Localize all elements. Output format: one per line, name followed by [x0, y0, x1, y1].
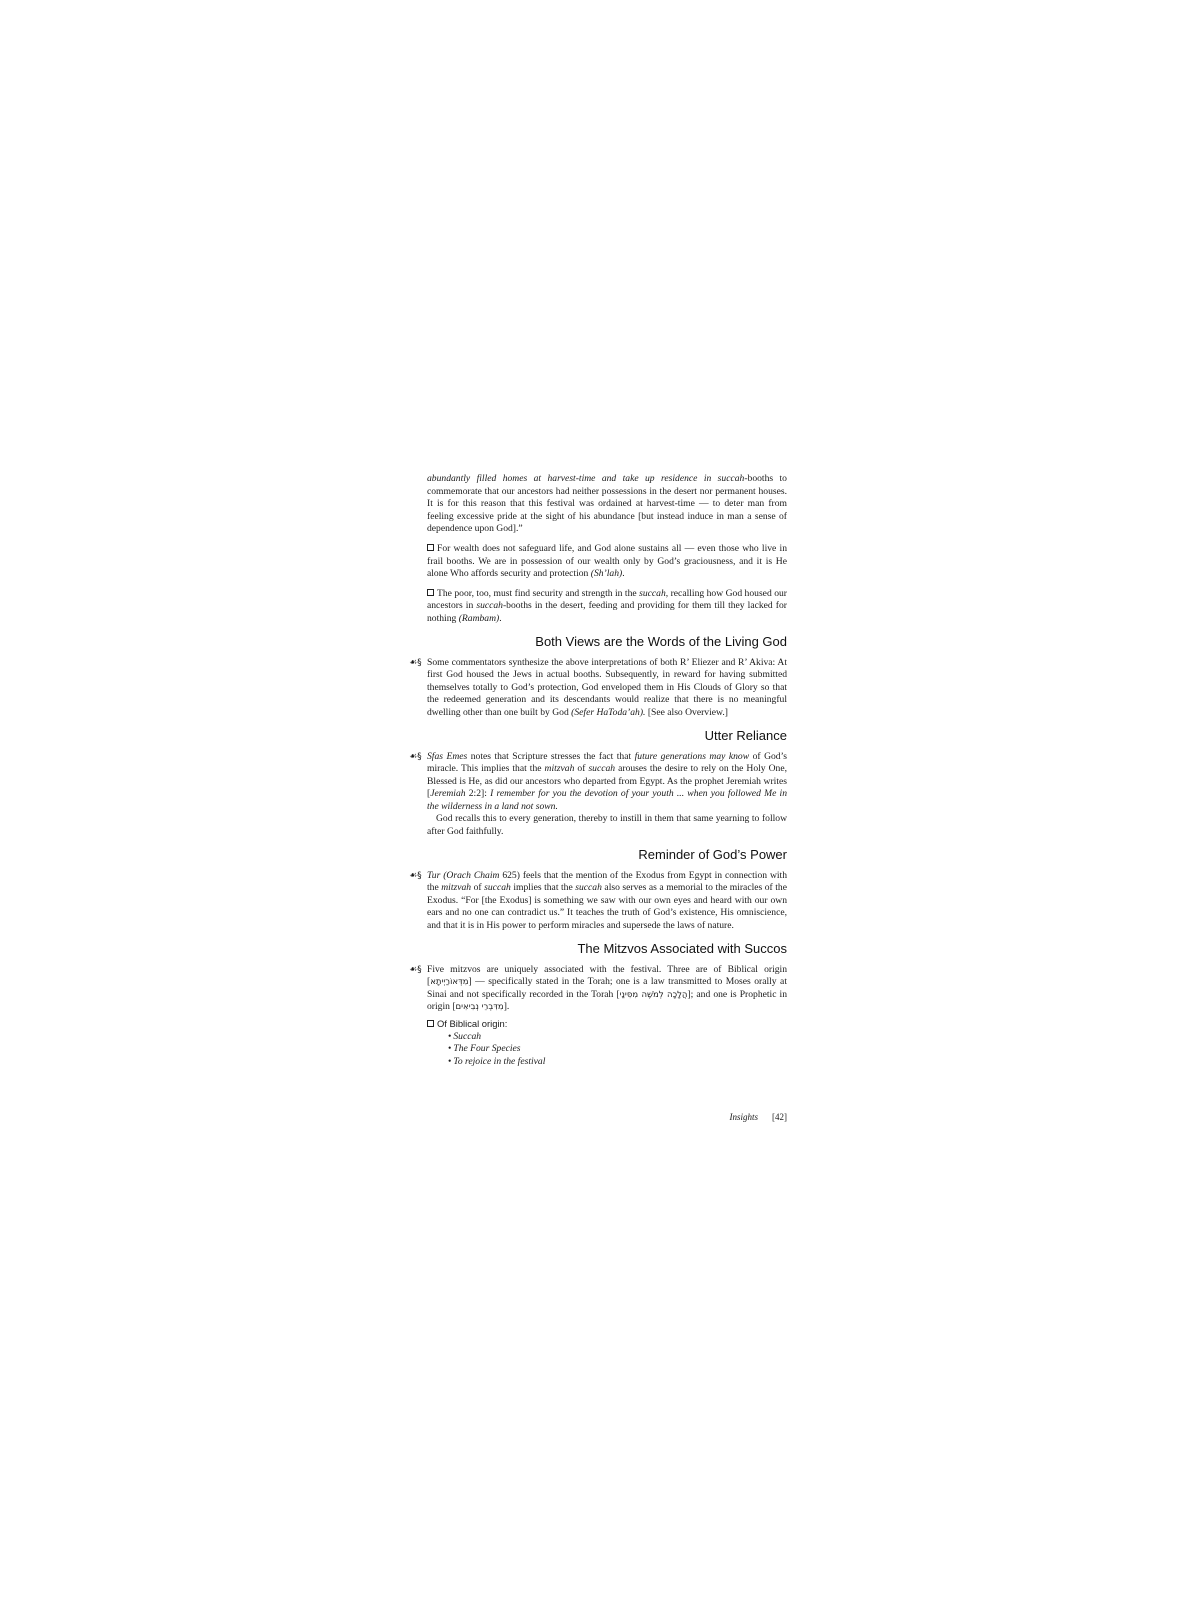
italic-span: (Rambam)	[458, 612, 500, 624]
checkbox-square-icon	[427, 1020, 434, 1027]
text-span: 2:2]:	[465, 788, 491, 800]
italic-span: succah	[588, 763, 616, 775]
italic-span: abundantly filled homes at harvest-time and take up residence in succah	[427, 473, 745, 484]
section-heading-reminder: Reminder of God’s Power	[638, 846, 787, 862]
list-item	[448, 1031, 787, 1044]
list-item	[448, 1043, 787, 1056]
text-span: of God’s miracle. This implies that the	[427, 750, 787, 775]
section-mark-icon: ☙§	[409, 964, 422, 975]
page-body	[409, 473, 788, 1068]
paragraph-3	[427, 588, 787, 626]
italic-span: I remember for you the devotion of your youth ... when you followed Me in the wilderness in a land not sown.	[427, 788, 787, 812]
paragraph-7	[409, 869, 788, 933]
list-item-label: The Four Species	[453, 1043, 521, 1055]
bullet-icon: •	[448, 1030, 452, 1042]
paragraph-6: God recalls this to every generation, thereby to instill in them that same yearning to follow after God faithfully.	[427, 813, 787, 838]
italic-span: succah	[484, 882, 511, 894]
bullet-icon: •	[448, 1055, 452, 1067]
text-span: -booths to commemorate that our ancestors had neither possessions in the desert nor permanent houses. It is for this reason that this festival was ordained at harvest-time — to deter man from feeling excessive pride at the sight of his abundance [but instead induce in man a sense of dependence upon God].”	[427, 473, 787, 535]
list-item-label: Succah	[453, 1030, 482, 1042]
section-heading-utter-reliance: Utter Reliance	[704, 727, 787, 743]
italic-span: succah	[476, 600, 503, 612]
list-heading	[427, 1018, 787, 1031]
section-mark-icon: ☙§	[409, 657, 422, 668]
checkbox-square-icon	[427, 589, 434, 596]
section-heading-both-views: Both Views are the Words of the Living God	[535, 633, 787, 649]
biblical-origin-list	[427, 1018, 787, 1068]
paragraph-1	[427, 473, 787, 536]
text-span: Some commentators synthesize the above interpretations of both R’ Eliezer and R’ Akiva: At first God housed the Jews in actual booths. Subsequently, in reward for having submitted themselves totally to God’s protection, God enveloped them in His Clouds of Glory so that the redeemed generation and its descendants would realize that there is no meaningful dwelling other than one built by God	[427, 656, 787, 718]
text-span: .	[622, 568, 625, 580]
bullet-icon: •	[448, 1043, 452, 1055]
italic-span: succah,	[639, 587, 669, 599]
section-mark-icon: ☙§	[409, 870, 422, 881]
footer-label: Insights	[729, 1112, 758, 1122]
italic-span: Sfas Emes	[427, 750, 468, 762]
hebrew-term: מִדִּבְרֵי נְבִיאִים	[455, 1002, 504, 1013]
text-span: Five mitzvos are uniquely associated with the festival. Three are of Biblical origin [	[427, 963, 787, 988]
list-item-label: To rejoice in the festival	[453, 1055, 546, 1067]
section-heading-mitzvos: The Mitzvos Associated with Succos	[577, 940, 787, 956]
list-item	[448, 1056, 787, 1069]
list-heading-label: Of Biblical origin:	[437, 1018, 508, 1029]
text-span: For wealth does not safeguard life, and God alone sustains all — even those who live in frail booths. We are in possession of our wealth only by God’s graciousness, and it is He alone Who affords security and protection	[427, 542, 787, 580]
italic-span: (Sh’lah)	[590, 568, 623, 580]
text-span: 625) feels that the mention of the Exodus from Egypt in connection with the	[427, 869, 788, 894]
italic-span: mitzvah	[544, 763, 575, 775]
text-span: ] — specifically stated in the Torah; one is a law transmitted to Moses orally at Sinai and not specifically recorded in the Torah [	[427, 976, 787, 1000]
text-span: of	[471, 882, 485, 894]
italic-span: future generations may know	[634, 750, 750, 762]
paragraph-4	[409, 656, 787, 720]
paragraph-8	[409, 963, 788, 1014]
text-span: [See also Overview.]	[645, 706, 728, 718]
text-span: also serves as a memorial to the miracles of the Exodus. “For [the Exodus] is something we saw with our own eyes and heard with our own ears and no one can contradict us.” It teaches the truth of God’s existence, His omniscience, and that it is in His power to perform miracles and supersede the laws of nature.	[427, 882, 787, 932]
hebrew-term: הֲלָכָה לְמֹשֶׁה מִסִּינַי	[619, 989, 688, 1000]
text-span: -booths in the desert, feeding and providing for them till they lacked for nothing	[427, 600, 787, 624]
text-span: ].	[503, 1001, 510, 1013]
page-number: [42]	[772, 1112, 787, 1122]
paragraph-5	[409, 750, 788, 814]
italic-span: Jeremiah	[430, 788, 466, 800]
hebrew-term: מִדְּאוֹרַיְיתָא	[430, 977, 469, 988]
text-span: recalling how God housed our ancestors in	[427, 587, 787, 612]
section-mark-icon: ☙§	[409, 751, 422, 762]
italic-span: (Sefer HaToda’ah).	[571, 706, 646, 718]
text-span: of	[574, 763, 589, 775]
italic-span: succah	[575, 882, 602, 894]
text-span: arouses the desire to rely on the Holy One, Blessed is He, as did our ancestors who departed from Egypt. As the prophet Jeremiah writes [	[427, 763, 788, 800]
text-span: ]; and one is Prophetic in origin [	[427, 988, 788, 1013]
paragraph-2	[427, 543, 787, 581]
italic-span: mitzvah	[441, 882, 472, 894]
text-span: implies that the	[510, 882, 576, 894]
text-span: .	[499, 612, 502, 624]
page-footer	[700, 1112, 787, 1122]
italic-span: Tur (Orach Chaim	[427, 869, 500, 881]
checkbox-square-icon	[427, 544, 434, 551]
text-span: notes that Scripture stresses the fact that	[467, 750, 635, 762]
text-span: The poor, too, must find security and strength in the	[437, 587, 640, 599]
